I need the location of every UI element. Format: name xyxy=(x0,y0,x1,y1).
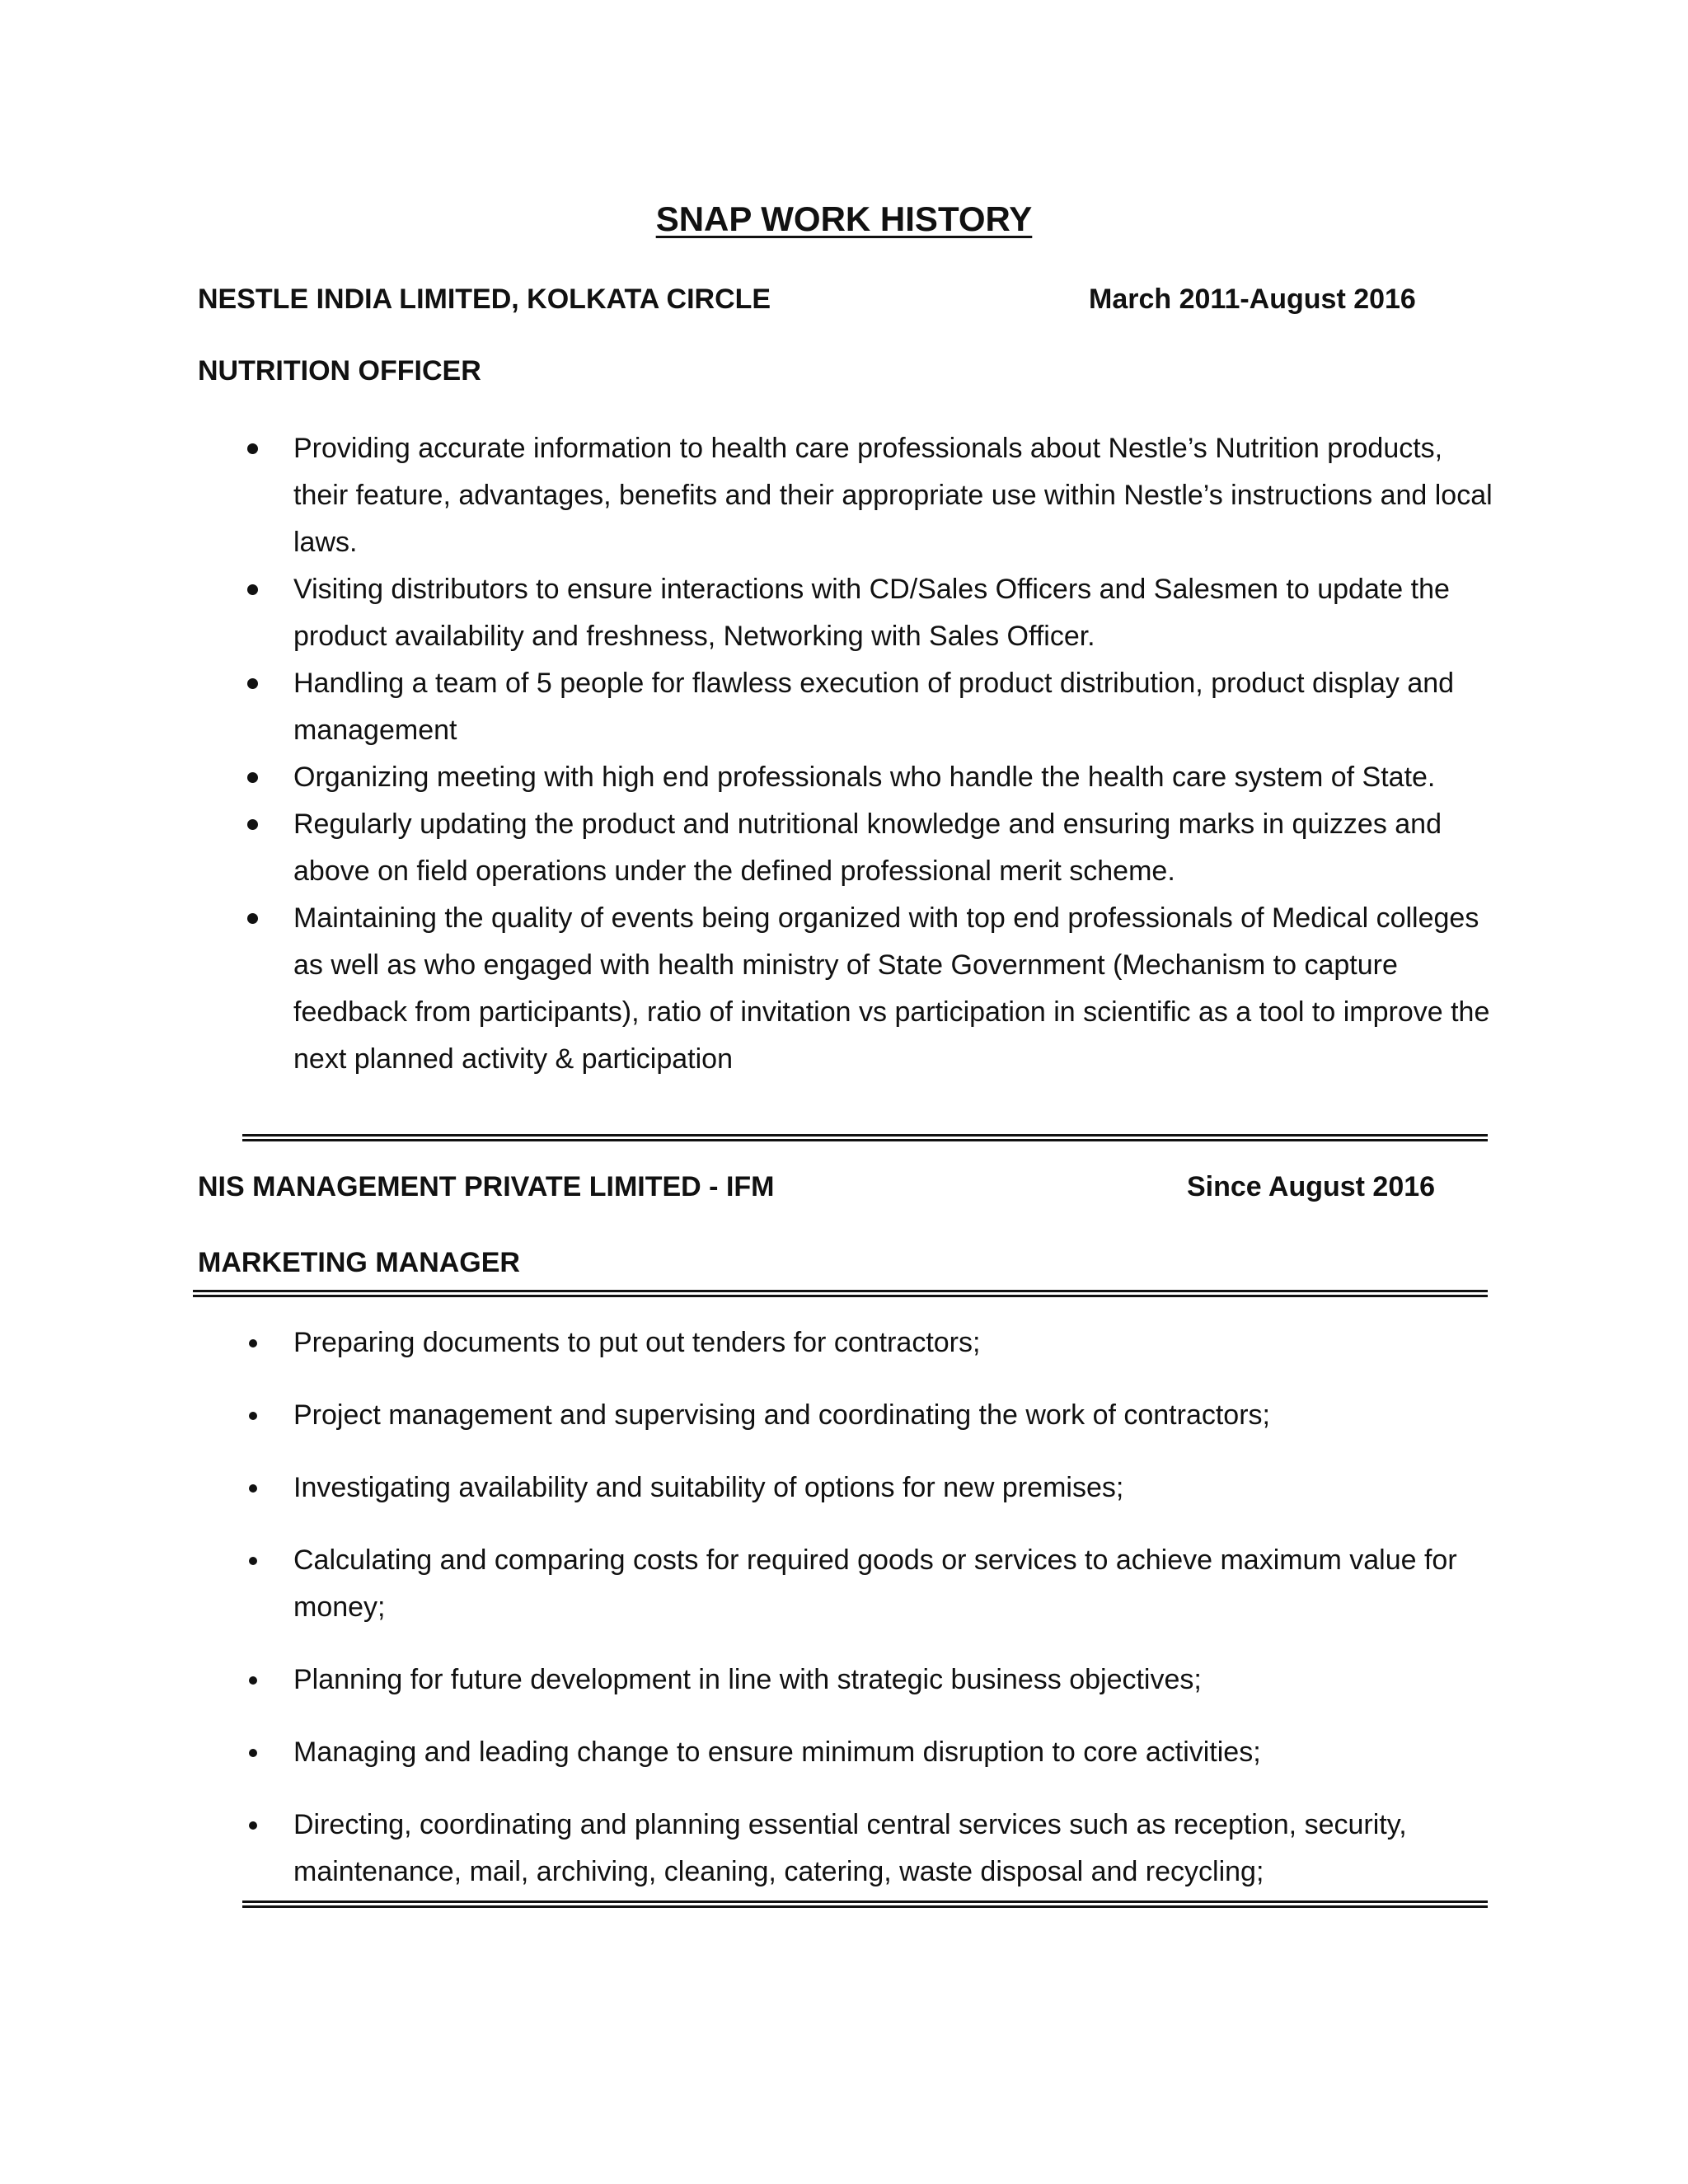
duty-text: Handling a team of 5 people for flawless execution of product distribution, product display and management xyxy=(293,668,1455,746)
list-item xyxy=(293,425,1497,566)
list-item xyxy=(293,1392,1497,1439)
list-item xyxy=(293,895,1497,1083)
bullet-icon xyxy=(247,819,258,830)
duty-text: Calculating and comparing costs for required goods or services to achieve maximum value for money; xyxy=(293,1544,1457,1623)
duty-text: Preparing documents to put out tenders for contractors; xyxy=(293,1327,981,1358)
duty-text: Directing, coordinating and planning essential central services such as reception, security, maintenance, mail, archiving, cleaning, catering, waste disposal and recycling; xyxy=(293,1809,1407,1887)
duty-text: Maintaining the quality of events being organized with top end professionals of Medical colleges as well as who engaged with health ministry of State Government (Mechanism to capture feedback from participants), ratio of invitation vs participation in scientific as a tool to improve the next planned activity & participation xyxy=(293,902,1490,1075)
duty-text: Planning for future development in line with strategic business objectives; xyxy=(293,1664,1202,1695)
section-divider xyxy=(193,1290,1488,1297)
duty-text: Managing and leading change to ensure minimum disruption to core activities; xyxy=(293,1736,1261,1768)
list-item xyxy=(293,1729,1497,1776)
section-divider xyxy=(242,1134,1488,1141)
bullet-icon xyxy=(247,443,258,454)
bullet-icon xyxy=(249,1412,257,1420)
list-item xyxy=(293,566,1497,660)
bullet-icon xyxy=(247,678,258,689)
duty-text: Providing accurate information to health care professionals about Nestle’s Nutrition products, their feature, advantages, benefits and their appropriate use within Nestle’s instructions and local laws. xyxy=(293,433,1493,558)
list-item xyxy=(293,1537,1497,1631)
list-item xyxy=(293,660,1497,754)
duty-text: Project management and supervising and coordinating the work of contractors; xyxy=(293,1399,1270,1431)
bullet-icon xyxy=(249,1484,257,1493)
bullet-icon xyxy=(249,1821,257,1830)
page-title: SNAP WORK HISTORY xyxy=(655,199,1033,238)
bullet-icon xyxy=(247,584,258,595)
bullet-icon xyxy=(247,913,258,924)
job-1-dates: March 2011-August 2016 xyxy=(1089,284,1416,315)
section-divider xyxy=(242,1900,1488,1908)
job-1-role: NUTRITION OFFICER xyxy=(198,355,481,387)
bullet-icon xyxy=(249,1676,257,1685)
job-2-dates: Since August 2016 xyxy=(1187,1171,1436,1202)
duty-text: Investigating availability and suitability of options for new premises; xyxy=(293,1472,1124,1503)
list-item xyxy=(293,1319,1497,1366)
list-item xyxy=(293,1465,1497,1511)
job-1-duties xyxy=(293,425,1497,1083)
bullet-icon xyxy=(249,1749,257,1757)
job-2-role: MARKETING MANAGER xyxy=(198,1247,520,1278)
bullet-icon xyxy=(247,772,258,783)
bullet-icon xyxy=(249,1339,257,1347)
job-2-company: NIS MANAGEMENT PRIVATE LIMITED - IFM xyxy=(198,1171,775,1202)
bullet-icon xyxy=(249,1557,257,1565)
job-1-company: NESTLE INDIA LIMITED, KOLKATA CIRCLE xyxy=(198,284,771,315)
duty-text: Visiting distributors to ensure interactions with CD/Sales Officers and Salesmen to update the product availability and freshness, Networking with Sales Officer. xyxy=(293,574,1450,652)
list-item xyxy=(293,1802,1497,1896)
duty-text: Regularly updating the product and nutritional knowledge and ensuring marks in quizzes and above on field operations under the defined professional merit scheme. xyxy=(293,808,1442,887)
job-2-duties xyxy=(293,1319,1497,1921)
list-item xyxy=(293,754,1497,801)
list-item xyxy=(293,801,1497,895)
list-item xyxy=(293,1657,1497,1704)
duty-text: Organizing meeting with high end professionals who handle the health care system of State. xyxy=(293,762,1436,793)
